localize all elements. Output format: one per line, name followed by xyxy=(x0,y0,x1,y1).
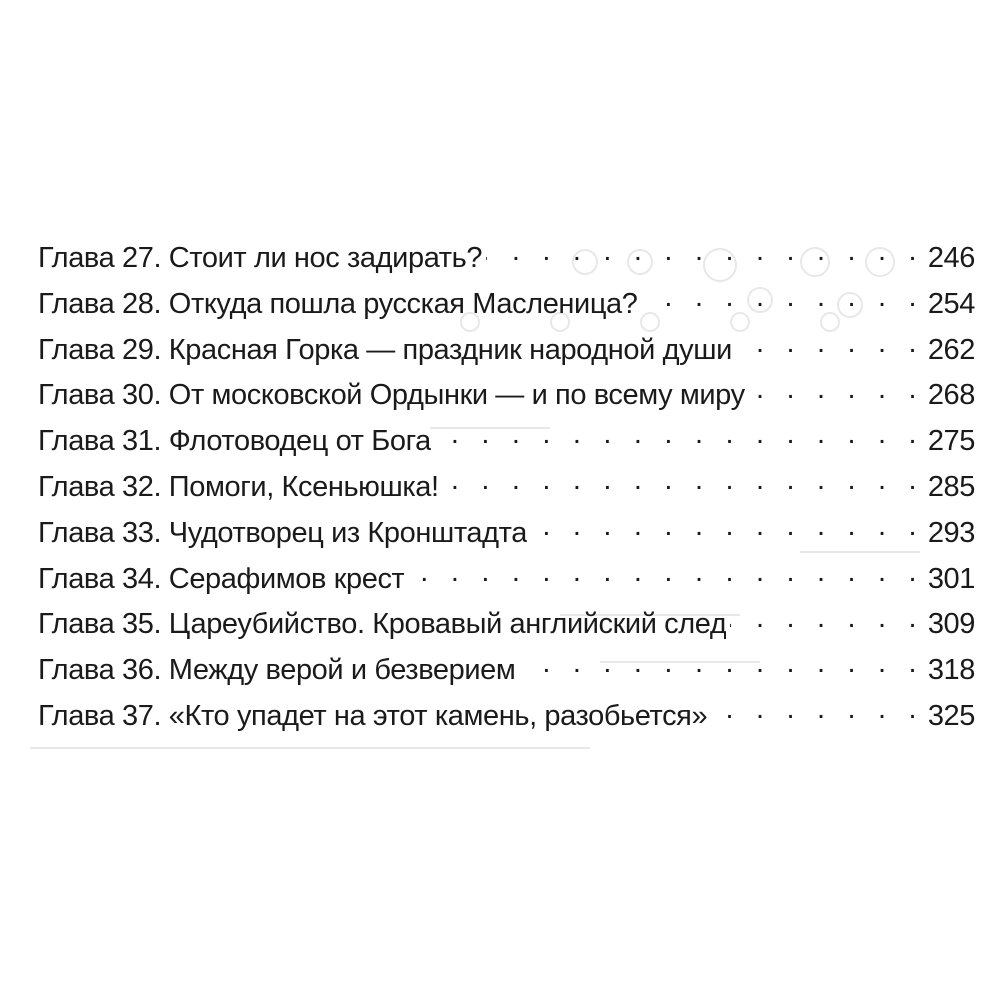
toc-entry-chapter-37[interactable] xyxy=(38,694,975,740)
page-number: 262 xyxy=(927,333,975,366)
chapter-title: Флотоводец от Бога xyxy=(168,425,431,458)
dot-leader xyxy=(730,603,923,633)
page-number: 293 xyxy=(927,516,975,549)
dot-leader xyxy=(736,329,924,359)
page-number: 268 xyxy=(927,379,975,412)
chapter-title: Цареубийство. Кровавый английский след xyxy=(168,608,727,641)
chapter-title: «Кто упадет на этот камень, разобьется» xyxy=(168,699,708,732)
chapter-number: Глава 30. xyxy=(38,379,162,412)
page-number: 275 xyxy=(927,425,975,458)
toc-entry-chapter-34[interactable] xyxy=(38,557,975,603)
dot-leader xyxy=(531,512,924,542)
dot-leader xyxy=(486,237,924,267)
chapter-title: Стоит ли нос задирать? xyxy=(168,242,483,274)
chapter-title: Помоги, Ксеньюшка! xyxy=(168,470,439,503)
page-number: 246 xyxy=(927,242,975,274)
page-number: 318 xyxy=(927,654,975,687)
dot-leader xyxy=(408,558,923,588)
chapter-number: Глава 37. xyxy=(38,699,162,732)
chapter-title: Откуда пошла русская Масленица? xyxy=(168,287,638,320)
page-number: 285 xyxy=(927,470,975,503)
chapter-number: Глава 34. xyxy=(38,562,162,595)
dot-leader xyxy=(443,466,924,496)
dot-leader xyxy=(749,374,924,404)
chapter-title: Чудотворец из Кронштадта xyxy=(168,516,527,549)
toc-entry-chapter-31[interactable] xyxy=(38,419,975,465)
toc-entry-chapter-30[interactable] xyxy=(38,373,975,419)
dot-leader xyxy=(711,695,924,725)
chapter-title: Серафимов крест xyxy=(168,562,405,595)
toc-entry-chapter-27[interactable] xyxy=(38,236,975,282)
chapter-title: Красная Горка — праздник народной души xyxy=(168,333,732,366)
page-number: 301 xyxy=(927,562,975,595)
chapter-title: От московской Ордынки — и по всему миру xyxy=(168,379,745,412)
chapter-number: Глава 31. xyxy=(38,425,162,458)
dot-leader xyxy=(519,649,923,679)
toc-entry-chapter-29[interactable] xyxy=(38,328,975,374)
chapter-number: Глава 33. xyxy=(38,516,162,549)
table-of-contents xyxy=(38,236,975,740)
toc-entry-chapter-32[interactable] xyxy=(38,465,975,511)
dot-leader xyxy=(435,420,924,450)
page-number: 309 xyxy=(927,608,975,641)
toc-entry-chapter-33[interactable] xyxy=(38,511,975,557)
page-number: 254 xyxy=(927,287,975,320)
toc-entry-chapter-35[interactable] xyxy=(38,602,975,648)
toc-entry-chapter-36[interactable] xyxy=(38,648,975,694)
chapter-number: Глава 35. xyxy=(38,608,162,641)
page-number: 325 xyxy=(927,699,975,732)
dot-leader xyxy=(642,283,924,313)
toc-entry-chapter-28[interactable] xyxy=(38,282,975,328)
chapter-number: Глава 36. xyxy=(38,654,162,687)
chapter-number: Глава 28. xyxy=(38,287,162,320)
chapter-number: Глава 32. xyxy=(38,470,162,503)
chapter-number: Глава 29. xyxy=(38,333,162,366)
chapter-title: Между верой и безверием xyxy=(168,654,516,687)
chapter-number: Глава 27. xyxy=(38,242,162,274)
